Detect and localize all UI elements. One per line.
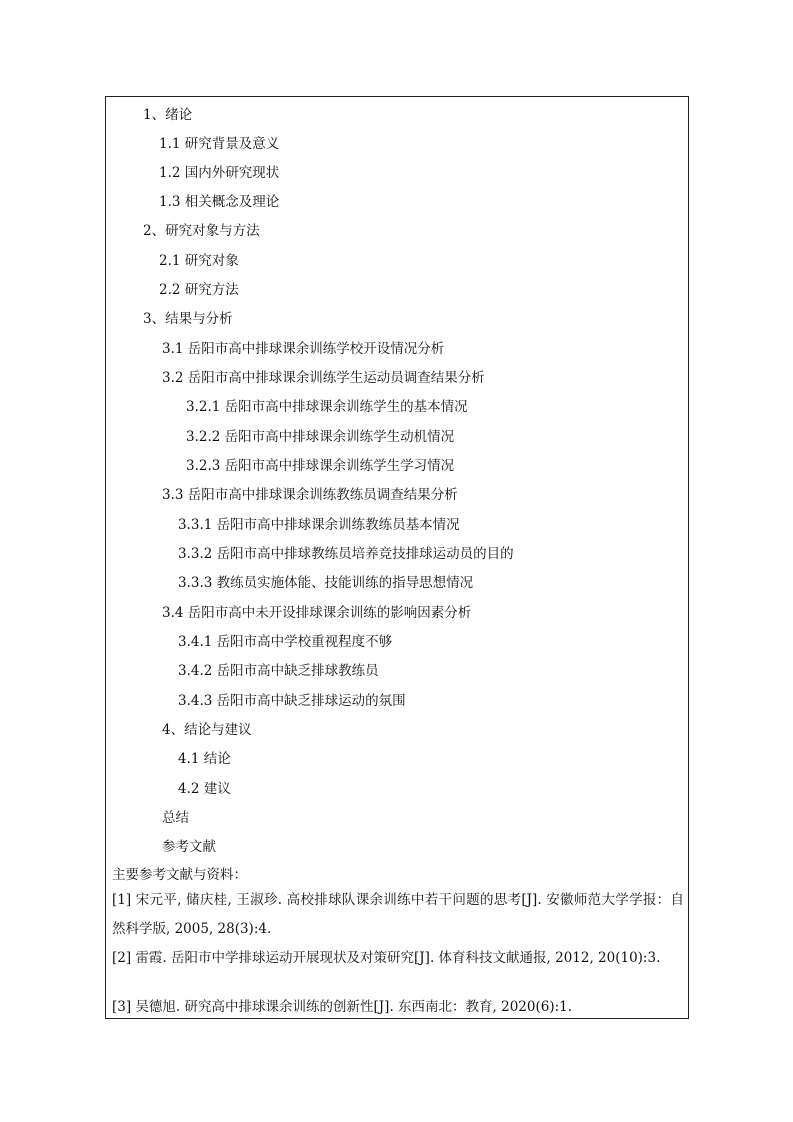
reference-item: [2] 雷霞. 岳阳市中学排球运动开展现状及对策研究[J]. 体育科技文献通报, 2012, 20(10):3. (112, 950, 661, 966)
outline-item: 1.1 研究背景及意义 (159, 136, 280, 152)
outline-item: 3.4.1 岳阳市高中学校重视程度不够 (178, 634, 393, 650)
outline-item: 3.4 岳阳市高中未开设排球课余训练的影响因素分析 (162, 605, 472, 621)
outline-item: 1.3 相关概念及理论 (159, 194, 280, 210)
outline-item: 3.4.3 岳阳市高中缺乏排球运动的氛围 (178, 693, 406, 709)
outline-item: 3.2.2 岳阳市高中排球课余训练学生动机情况 (186, 429, 455, 445)
outline-item: 3.2.3 岳阳市高中排球课余训练学生学习情况 (186, 458, 455, 474)
outline-item: 3、结果与分析 (143, 311, 233, 327)
references-heading: 主要参考文献与资料： (112, 867, 247, 883)
outline-item: 3.3 岳阳市高中排球课余训练教练员调查结果分析 (162, 487, 458, 503)
reference-item: [1] 宋元平, 储庆桂, 王淑珍. 高校排球队课余训练中若干问题的思考[J]. 安徽师范大学学报：自然科学版, 2005, 28(3):4. (112, 892, 684, 937)
outline-item: 2.1 研究对象 (159, 253, 239, 269)
reference-item: [3] 吴德旭. 研究高中排球课余训练的创新性[J]. 东西南北：教育, 2020(6):1. (112, 999, 573, 1015)
outline-item: 3.4.2 岳阳市高中缺乏排球教练员 (178, 663, 379, 679)
outline-item: 3.3.1 岳阳市高中排球课余训练教练员基本情况 (178, 517, 460, 533)
outline-item: 参考文献 (162, 839, 216, 855)
outline-item: 4、结论与建议 (162, 722, 252, 738)
outline-item: 1.2 国内外研究现状 (159, 165, 280, 181)
outline-item: 3.1 岳阳市高中排球课余训练学校开设情况分析 (162, 341, 445, 357)
outline-item: 3.2 岳阳市高中排球课余训练学生运动员调查结果分析 (162, 370, 485, 386)
outline-item: 3.3.2 岳阳市高中排球教练员培养竞技排球运动员的目的 (178, 546, 514, 562)
outline-item: 2.2 研究方法 (159, 282, 239, 298)
outline-item: 4.1 结论 (178, 751, 231, 767)
outline-item: 总结 (162, 810, 189, 826)
outline-item: 4.2 建议 (178, 781, 231, 797)
outline-item: 1、绪论 (143, 107, 193, 123)
outline-item: 3.3.3 教练员实施体能、技能训练的指导思想情况 (178, 575, 474, 591)
outline-item: 3.2.1 岳阳市高中排球课余训练学生的基本情况 (186, 399, 468, 415)
outline-item: 2、研究对象与方法 (143, 223, 260, 239)
